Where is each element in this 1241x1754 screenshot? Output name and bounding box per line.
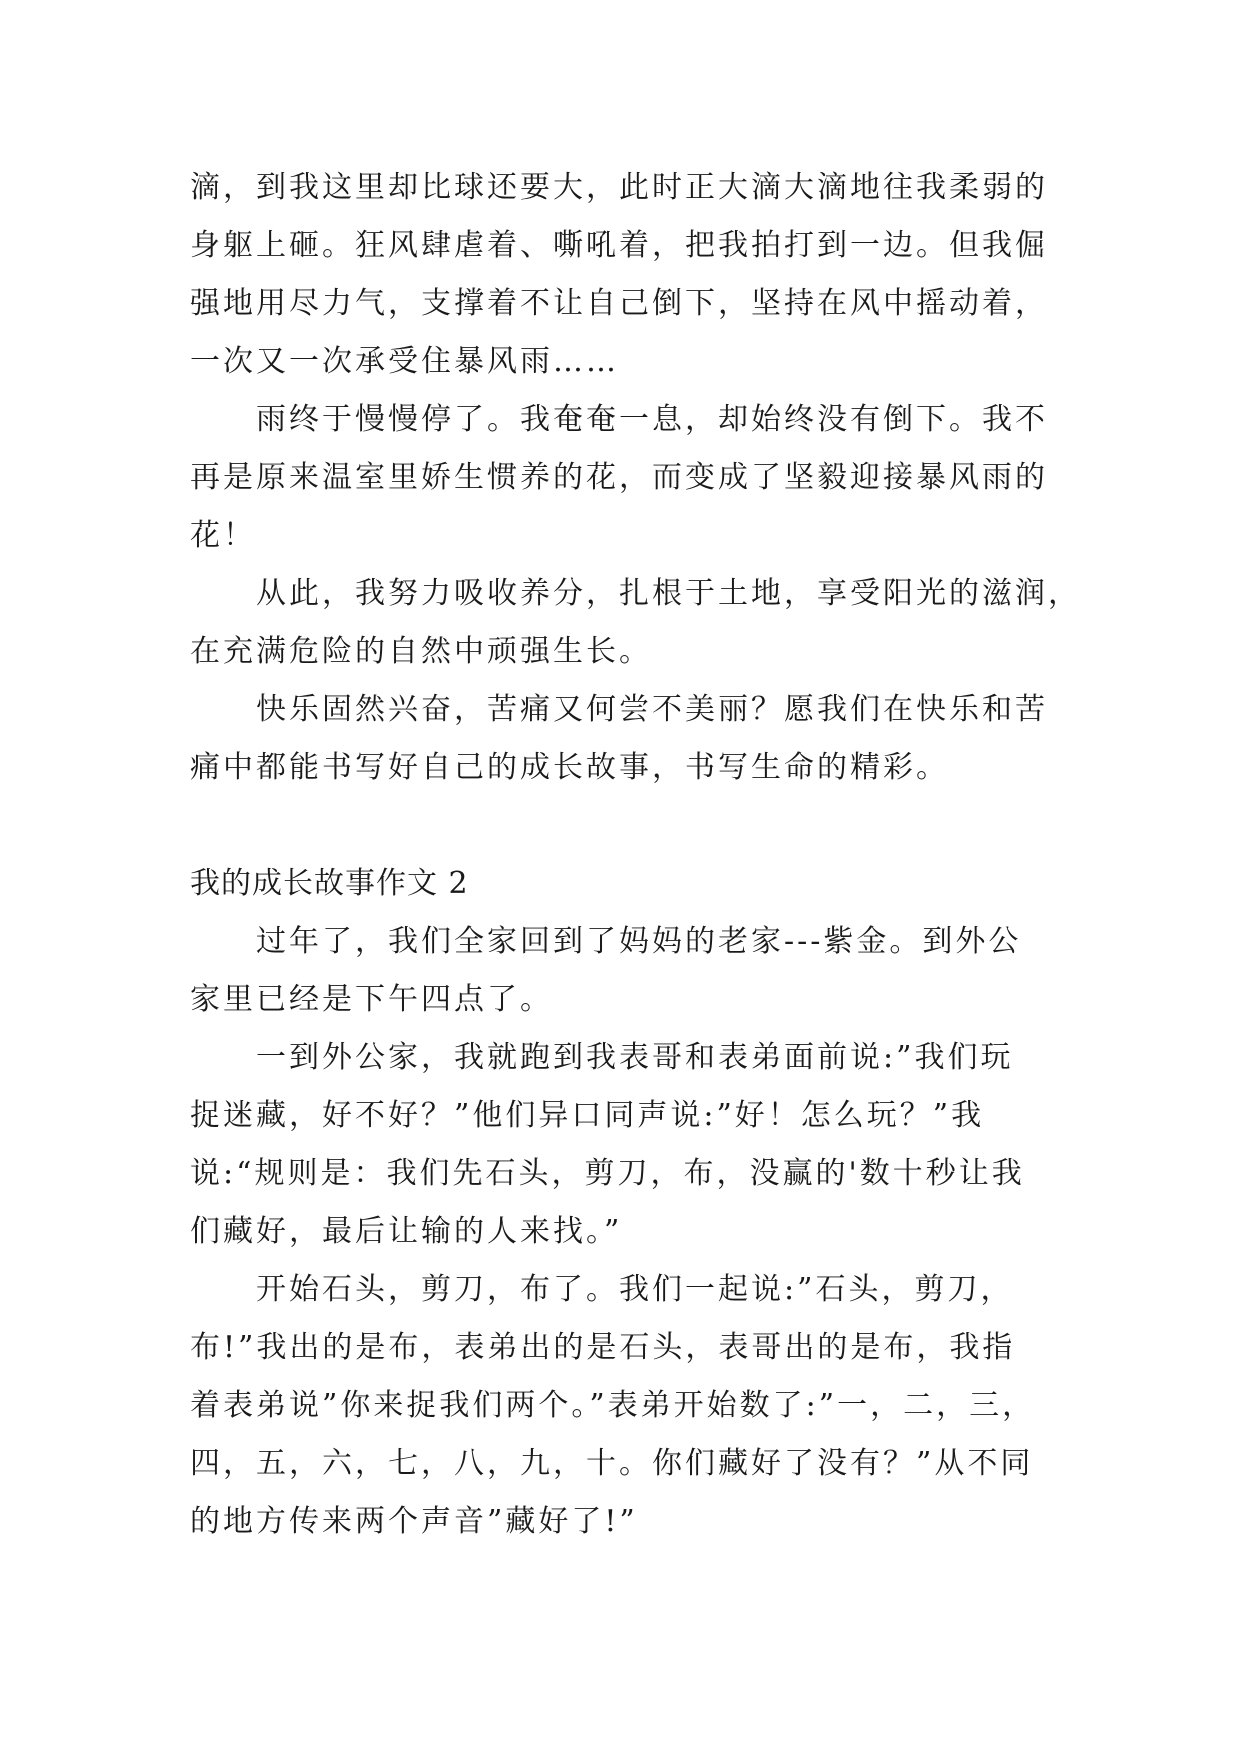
text-line: 捉迷藏，好不好？”他们异口同声说:”好！怎么玩？”我 [190,1098,985,1133]
text-line: 的地方传来两个声音”藏好了!” [190,1504,638,1539]
text-line: 着表弟说”你来捉我们两个。”表弟开始数了:”一，二，三， [190,1388,1036,1423]
text-line: 花！ [190,518,256,553]
text-line: 一到外公家，我就跑到我表哥和表弟面前说:”我们玩 [256,1040,1014,1075]
text-line: 滴，到我这里却比球还要大，此时正大滴大滴地往我柔弱的 [190,170,1048,205]
text-line: 布!”我出的是布，表弟出的是石头，表哥出的是布，我指 [190,1330,1016,1365]
text-line: 从此，我努力吸收养分，扎根于土地，享受阳光的滋润， [256,576,1081,611]
text-line: 雨终于慢慢停了。我奄奄一息，却始终没有倒下。我不 [256,402,1048,437]
text-line: 说:“规则是：我们先石头，剪刀，布，没赢的'数十秒让我 [190,1156,1025,1191]
text-line: 一次又一次承受住暴风雨…… [190,344,619,379]
section-heading: 我的成长故事作文 2 [190,866,469,901]
text-line: 们藏好，最后让输的人来找。” [190,1214,623,1249]
text-line: 身躯上砸。狂风肆虐着、嘶吼着，把我拍打到一边。但我倔 [190,228,1048,263]
text-line: 开始石头，剪刀，布了。我们一起说:”石头，剪刀， [256,1272,1014,1307]
text-line: 在充满危险的自然中顽强生长。 [190,634,652,669]
text-line: 四，五，六，七，八，九，十。你们藏好了没有？”从不同 [190,1446,1034,1481]
text-line: 强地用尽力气，支撑着不让自己倒下，坚持在风中摇动着， [190,286,1048,321]
text-line: 过年了，我们全家回到了妈妈的老家---紫金。到外公 [256,924,1022,959]
text-line: 家里已经是下午四点了。 [190,982,553,1017]
text-line: 快乐固然兴奋，苦痛又何尝不美丽？愿我们在快乐和苦 [256,692,1048,727]
text-line: 再是原来温室里娇生惯养的花，而变成了坚毅迎接暴风雨的 [190,460,1048,495]
text-line: 痛中都能书写好自己的成长故事，书写生命的精彩。 [190,750,949,785]
